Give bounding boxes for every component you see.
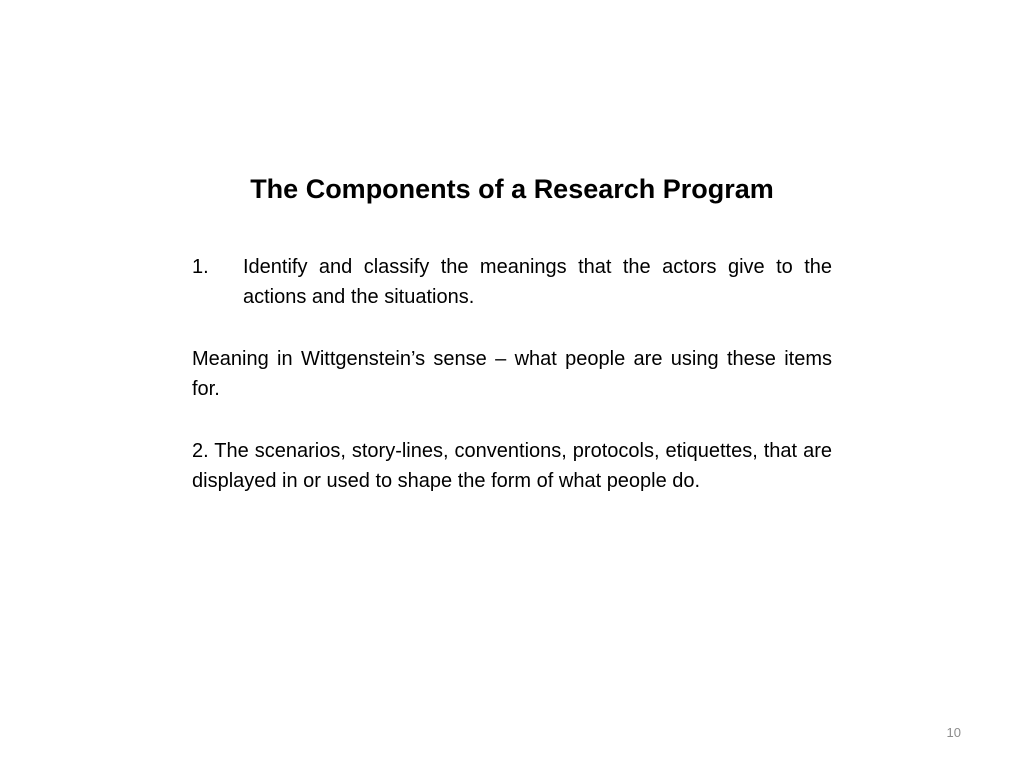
- body-paragraph: Meaning in Wittgenstein’s sense – what people are using these items for.: [192, 348, 832, 400]
- list-item-text: Identify and classify the meanings that the actors give to the actions and the situations.: [243, 256, 832, 308]
- page-number: 10: [946, 725, 961, 740]
- slide-title: The Components of a Research Program: [250, 174, 774, 204]
- numbered-list-item: [192, 252, 832, 312]
- body-paragraph-numbered: 2. The scenarios, story-lines, conventions, protocols, etiquettes, that are displayed in or used to shape the form of what people do.: [192, 440, 832, 492]
- list-item-number: 1.: [192, 256, 209, 278]
- slide-body: [192, 252, 832, 496]
